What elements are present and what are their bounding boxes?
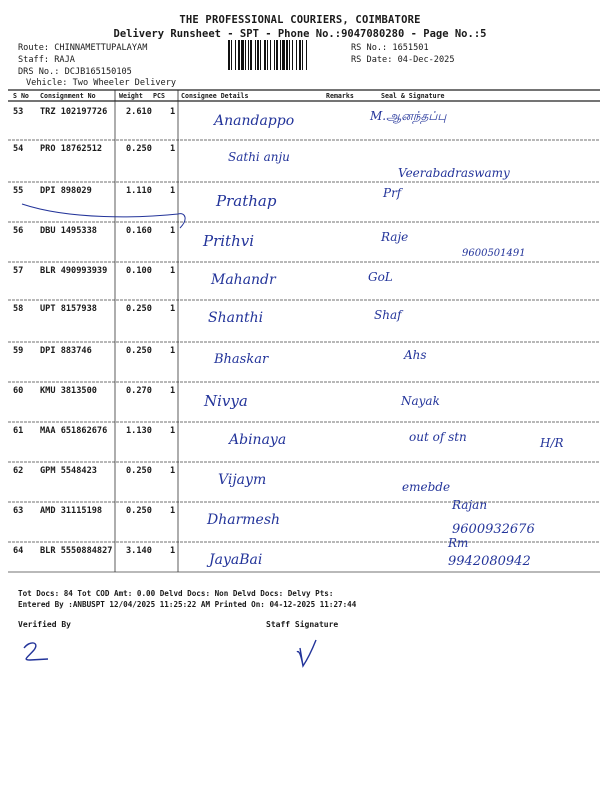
seal-signature-handwriting: GoL — [368, 270, 393, 284]
row-sno: 61 — [13, 426, 24, 436]
consignee-handwriting: Nivya — [204, 392, 248, 410]
col-remarks: Remarks — [326, 92, 354, 100]
handwritten-note: H/R — [540, 436, 564, 450]
row-weight: 3.140 — [126, 546, 152, 556]
row-weight: 0.250 — [126, 346, 152, 356]
staff-value: RAJA — [54, 55, 75, 65]
col-sno: S No — [13, 92, 29, 100]
seal-signature-handwriting: Rajan — [452, 498, 488, 512]
consignee-handwriting: Mahandr — [211, 272, 276, 288]
seal-signature-handwriting: out of stn — [409, 430, 467, 444]
handwritten-note: 9942080942 — [448, 554, 531, 569]
company-title: THE PROFESSIONAL COURIERS, COIMBATORE — [179, 14, 421, 26]
staff-signature-mark — [297, 640, 316, 666]
row-weight: 2.610 — [126, 107, 152, 117]
consignee-handwriting: Bhaskar — [214, 352, 269, 367]
row-weight: 0.250 — [126, 506, 152, 516]
row-sno: 64 — [13, 546, 24, 556]
row-sno: 57 — [13, 266, 24, 276]
row-weight: 0.250 — [126, 466, 152, 476]
row-pcs: 1 — [170, 466, 176, 476]
consignee-handwriting: Prithvi — [203, 232, 255, 250]
seal-signature-handwriting: Rm — [448, 536, 469, 550]
seal-signature-handwriting: Nayak — [401, 394, 440, 408]
col-weight: Weight — [119, 92, 143, 100]
seal-signature-handwriting: Prf — [383, 186, 402, 200]
row-weight: 1.110 — [126, 186, 152, 196]
row-pcs: 1 — [170, 226, 176, 236]
row-pcs: 1 — [170, 186, 176, 196]
row-sno: 59 — [13, 346, 24, 356]
row-pcs: 1 — [170, 107, 176, 117]
row-sno: 56 — [13, 226, 24, 236]
col-consignee-details: Consignee Details — [181, 92, 249, 100]
row-pcs: 1 — [170, 266, 176, 276]
vehicle-label: Vehicle: — [26, 78, 68, 88]
col-pcs: PCS — [153, 92, 165, 100]
consignee-handwriting: Dharmesh — [207, 512, 281, 528]
seal-signature-handwriting: Ahs — [404, 348, 427, 362]
consignee-handwriting: JayaBai — [209, 552, 263, 568]
seal-signature-handwriting: Raje — [381, 230, 409, 244]
row-sno: 55 — [13, 186, 24, 196]
consignee-handwriting: Vijaym — [218, 472, 267, 488]
staff-signature-label: Staff Signature — [266, 620, 339, 629]
row-pcs: 1 — [170, 386, 176, 396]
consignee-handwriting: Sathi anju — [228, 150, 290, 164]
staff-label: Staff: — [18, 55, 50, 65]
route-value: CHINNAMETTUPALAYAM — [54, 43, 148, 53]
row-sno: 54 — [13, 144, 24, 154]
row-consignment-no: PRO 18762512 — [40, 144, 103, 154]
row-consignment-no: DPI 898029 — [40, 186, 92, 196]
row-pcs: 1 — [170, 304, 176, 314]
handwritten-note: 9600932676 — [452, 522, 535, 537]
row-consignment-no: TRZ 102197726 — [40, 107, 108, 117]
consignee-handwriting: Prathap — [216, 192, 277, 210]
rs-date-label: RS Date: — [351, 55, 393, 65]
consignee-handwriting: Abinaya — [229, 432, 287, 448]
row-consignment-no: UPT 8157938 — [40, 304, 97, 314]
row-weight: 0.250 — [126, 304, 152, 314]
route-label: Route: — [18, 43, 50, 53]
row-weight: 0.270 — [126, 386, 152, 396]
seal-signature-handwriting: Shaf — [374, 308, 402, 322]
runsheet-subtitle: Delivery Runsheet - SPT - Phone No.:9047080280 - Page No.:5 — [113, 28, 487, 40]
row-pcs: 1 — [170, 144, 176, 154]
seal-signature-handwriting: M.ஆனந்தப்பு — [370, 109, 447, 123]
row-sno: 60 — [13, 386, 24, 396]
row-consignment-no: MAA 651862676 — [40, 426, 108, 436]
row-sno: 63 — [13, 506, 24, 516]
row-consignment-no: DPI 883746 — [40, 346, 92, 356]
row-consignment-no: KMU 3813500 — [40, 386, 97, 396]
row-weight: 0.160 — [126, 226, 152, 236]
entered-printed-line: Entered By :ANBUSPT 12/04/2025 11:25:22 AM Printed On: 04-12-2025 11:27:44 — [18, 600, 357, 609]
row-weight: 1.130 — [126, 426, 152, 436]
row-weight: 0.100 — [126, 266, 152, 276]
verifier-signature — [24, 643, 48, 660]
col-consignment: Consignment No — [40, 92, 96, 100]
drs-label: DRS No.: — [18, 67, 60, 77]
row-consignment-no: BLR 5550884827 — [40, 546, 113, 556]
rs-no-value: 1651501 — [392, 43, 429, 53]
row-consignment-no: AMD 31115198 — [40, 506, 103, 516]
row-pcs: 1 — [170, 346, 176, 356]
row-consignment-no: DBU 1495338 — [40, 226, 97, 236]
seal-signature-handwriting: emebde — [402, 480, 451, 494]
row-pcs: 1 — [170, 506, 176, 516]
drs-value: DCJB165150105 — [64, 67, 132, 77]
row-weight: 0.250 — [126, 144, 152, 154]
consignee-handwriting: Anandappo — [214, 113, 295, 129]
vehicle-value: Two Wheeler Delivery — [72, 78, 177, 88]
rs-date-value: 04-Dec-2025 — [397, 55, 455, 65]
consignee-handwriting: Shanthi — [208, 310, 264, 326]
row-sno: 58 — [13, 304, 24, 314]
row-consignment-no: GPM 5548423 — [40, 466, 97, 476]
handwritten-note: 9600501491 — [462, 248, 526, 259]
row-sno: 62 — [13, 466, 24, 476]
row-sno: 53 — [13, 107, 24, 117]
row-pcs: 1 — [170, 426, 176, 436]
rs-no-label: RS No.: — [351, 43, 388, 53]
seal-signature-handwriting: Veerabadraswamy — [398, 166, 510, 180]
totals-summary: Tot Docs: 84 Tot COD Amt: 0.00 Delvd Docs: Non Delvd Docs: Delvy Pts: — [18, 589, 334, 598]
col-seal-signature: Seal & Signature — [381, 92, 445, 100]
row-consignment-no: BLR 490993939 — [40, 266, 108, 276]
verified-by-label: Verified By — [18, 620, 71, 629]
row-pcs: 1 — [170, 546, 176, 556]
